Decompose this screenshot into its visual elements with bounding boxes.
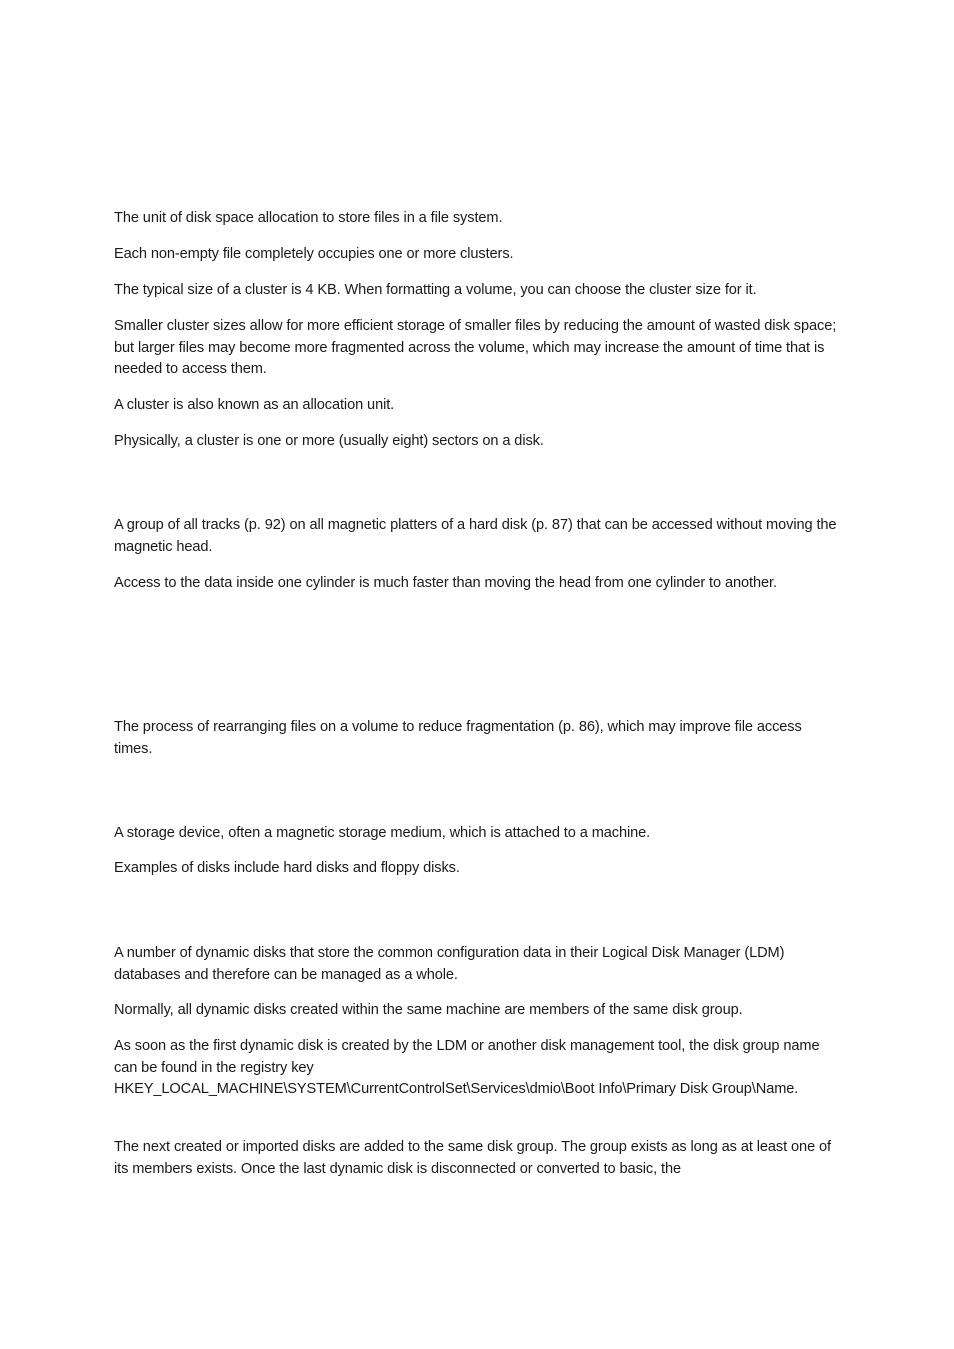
disk-group-registry-paragraph [114, 1036, 839, 1101]
disk-group-definition: A number of dynamic disks that store the common configuration data in their Logical Disk Manager (LDM) databases and therefore can be managed as a whole. [114, 945, 785, 983]
cluster-size-tradeoff: Smaller cluster sizes allow for more efficient storage of smaller files by reducing the amount of wasted disk space; but larger files may become more fragmented across the volume, which may increase the amount of time that is needed to access them. [114, 318, 837, 377]
disk-group-lifetime: The next created or imported disks are added to the same disk group. The group exists as long as at least one of its members exists. Once the last dynamic disk is disconnected or converted to basic, the [114, 1139, 832, 1177]
cluster-occupancy: Each non-empty file completely occupies one or more clusters. [114, 246, 514, 262]
cluster-typical-size: The typical size of a cluster is 4 KB. When formatting a volume, you can choose the cluster size for it. [114, 282, 757, 298]
disk-examples: Examples of disks include hard disks and floppy disks. [114, 860, 460, 876]
defragmentation-definition: The process of rearranging files on a volume to reduce fragmentation (p. 86), which may improve file access times. [114, 719, 802, 757]
cylinder-definition: A group of all tracks (p. 92) on all magnetic platters of a hard disk (p. 87) that can be accessed without moving the magnetic head. [114, 517, 837, 555]
disk-definition: A storage device, often a magnetic storage medium, which is attached to a machine. [114, 825, 651, 841]
cluster-physical: Physically, a cluster is one or more (usually eight) sectors on a disk. [114, 433, 544, 449]
disk-group-registry-key: HKEY_LOCAL_MACHINE\SYSTEM\CurrentControlSet\Services\dmio\Boot Info\Primary Disk Group\Name. [114, 1081, 799, 1097]
cluster-definition: The unit of disk space allocation to store files in a file system. [114, 210, 503, 226]
cluster-alias: A cluster is also known as an allocation unit. [114, 397, 395, 413]
disk-group-registry-text: As soon as the first dynamic disk is created by the LDM or another disk management tool, the disk group name can be found in the registry key [114, 1038, 820, 1076]
cylinder-access: Access to the data inside one cylinder is much faster than moving the head from one cylinder to another. [114, 575, 777, 591]
disk-group-membership: Normally, all dynamic disks created within the same machine are members of the same disk group. [114, 1002, 743, 1018]
